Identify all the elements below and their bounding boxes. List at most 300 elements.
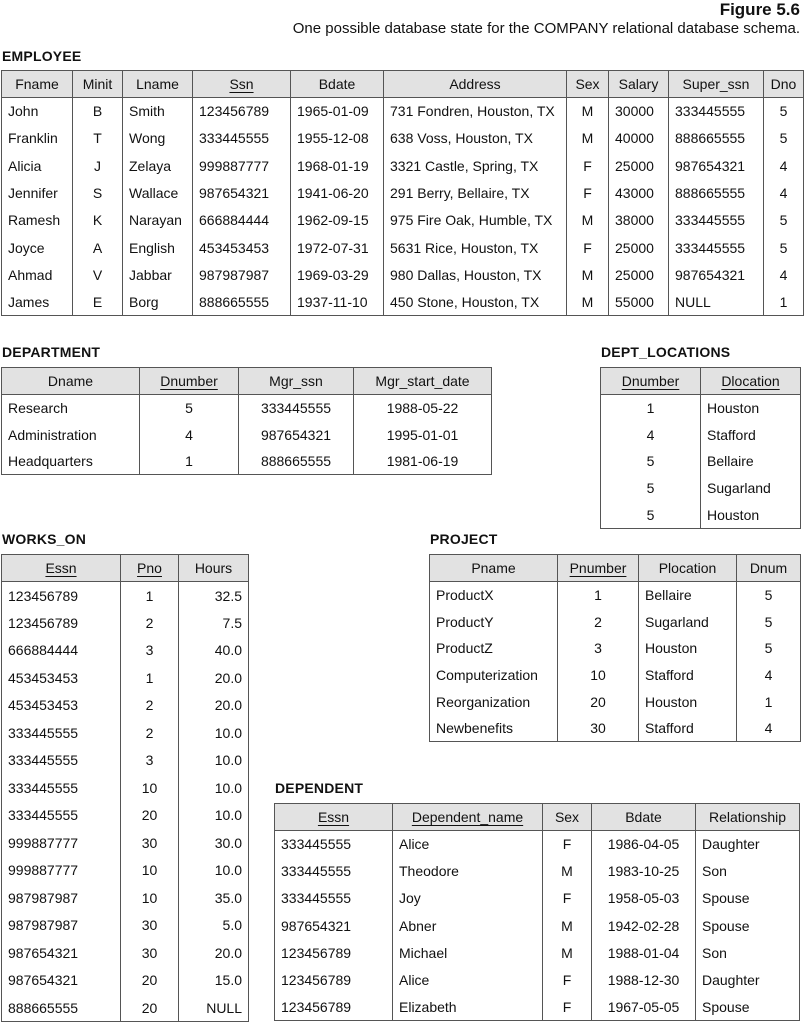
table-row — [275, 858, 800, 885]
column-header-label: Dependent_name — [411, 809, 524, 825]
table-row — [2, 939, 249, 967]
table-cell: 5 — [764, 234, 804, 261]
table-cell: 2 — [558, 608, 639, 635]
table-cell: 999887777 — [2, 857, 121, 885]
table-cell: Bellaire — [639, 582, 737, 609]
table-cell: 30 — [121, 829, 179, 857]
table-cell: Son — [696, 858, 800, 885]
table-cell: K — [73, 207, 123, 234]
table-cell: 1 — [121, 664, 179, 692]
table-cell: Houston — [639, 635, 737, 662]
column-header — [393, 804, 543, 831]
table-cell: 5 — [737, 582, 801, 609]
table-cell: 123456789 — [275, 966, 393, 993]
table-cell: J — [73, 152, 123, 179]
table-cell: ProductZ — [430, 635, 558, 662]
table-cell: 333445555 — [2, 747, 121, 775]
table-cell: Joy — [393, 885, 543, 912]
table-row — [430, 635, 801, 662]
table-cell: 1995-01-01 — [354, 421, 492, 448]
table-cell: Bellaire — [701, 448, 801, 475]
table-cell: 1958-05-03 — [592, 885, 696, 912]
table-row — [430, 582, 801, 609]
table-cell: 5 — [764, 98, 804, 125]
table-cell: 20.0 — [179, 939, 249, 967]
table-cell: 20 — [121, 802, 179, 830]
column-header-label: Dname — [47, 373, 94, 389]
table-row — [430, 662, 801, 689]
table-cell: 30 — [558, 715, 639, 742]
table-row — [2, 774, 249, 802]
table-cell: 987654321 — [193, 179, 291, 206]
table-cell: 888665555 — [669, 179, 764, 206]
column-header — [737, 555, 801, 582]
table-cell: 1986-04-05 — [592, 831, 696, 858]
table-cell: 123456789 — [193, 98, 291, 125]
table-cell: 1 — [121, 582, 179, 610]
table-cell: 987654321 — [669, 152, 764, 179]
table-cell: Borg — [123, 289, 193, 316]
table-cell: 20.0 — [179, 664, 249, 692]
column-header — [701, 368, 801, 395]
table-cell: 7.5 — [179, 609, 249, 637]
table-cell: 987654321 — [239, 421, 354, 448]
table-cell: 10.0 — [179, 747, 249, 775]
column-header — [193, 71, 291, 98]
column-header-label: Plocation — [658, 560, 717, 576]
dept-locations-header-row — [601, 368, 801, 395]
table-cell: 20.0 — [179, 692, 249, 720]
column-header — [354, 368, 492, 395]
table-cell: 1 — [140, 448, 239, 475]
table-cell: Houston — [701, 395, 801, 422]
column-header — [140, 368, 239, 395]
figure-title: Figure 5.6 — [719, 0, 800, 19]
table-cell: Stafford — [639, 662, 737, 689]
table-cell: 333445555 — [275, 831, 393, 858]
department-table-title: DEPARTMENT — [2, 344, 101, 360]
table-row — [2, 289, 804, 316]
table-row — [430, 715, 801, 742]
table-row — [2, 395, 492, 422]
table-cell: James — [2, 289, 73, 316]
table-cell: B — [73, 98, 123, 125]
table-cell: 980 Dallas, Houston, TX — [384, 261, 567, 288]
table-cell: 1 — [558, 582, 639, 609]
table-cell: 55000 — [609, 289, 669, 316]
column-header — [601, 368, 701, 395]
column-header — [179, 555, 249, 582]
table-row — [2, 98, 804, 125]
table-cell: 5 — [737, 608, 801, 635]
table-cell: Michael — [393, 939, 543, 966]
table-cell: 888665555 — [2, 994, 121, 1022]
column-header-label: Ssn — [229, 76, 254, 92]
table-cell: 30.0 — [179, 829, 249, 857]
table-cell: S — [73, 179, 123, 206]
table-row — [2, 884, 249, 912]
table-cell: 1 — [764, 289, 804, 316]
table-cell: 1988-12-30 — [592, 966, 696, 993]
table-row — [275, 939, 800, 966]
table-cell: 1955-12-08 — [291, 125, 384, 152]
table-cell: Daughter — [696, 966, 800, 993]
table-cell: 987654321 — [669, 261, 764, 288]
table-cell: M — [567, 207, 609, 234]
table-cell: Jennifer — [2, 179, 73, 206]
column-header-label: Salary — [618, 76, 659, 92]
employee-header-row — [2, 71, 804, 98]
table-cell: 4 — [764, 261, 804, 288]
table-cell: Reorganization — [430, 688, 558, 715]
table-cell: 1967-05-05 — [592, 994, 696, 1021]
employee-table-title: EMPLOYEE — [2, 48, 82, 64]
table-cell: M — [567, 261, 609, 288]
table-cell: 5 — [764, 125, 804, 152]
column-header-label: Mgr_start_date — [375, 373, 470, 389]
column-header — [543, 804, 592, 831]
table-cell: Research — [2, 395, 140, 422]
column-header-label: Mgr_ssn — [269, 373, 323, 389]
table-cell: 4 — [601, 421, 701, 448]
table-cell: NULL — [179, 994, 249, 1022]
table-cell: 638 Voss, Houston, TX — [384, 125, 567, 152]
table-cell: John — [2, 98, 73, 125]
column-header — [123, 71, 193, 98]
table-cell: Elizabeth — [393, 994, 543, 1021]
table-cell: 15.0 — [179, 967, 249, 995]
table-cell: E — [73, 289, 123, 316]
table-cell: 453453453 — [2, 664, 121, 692]
table-cell: 43000 — [609, 179, 669, 206]
table-cell: 1969-03-29 — [291, 261, 384, 288]
table-cell: V — [73, 261, 123, 288]
column-header — [592, 804, 696, 831]
table-cell: Headquarters — [2, 448, 140, 475]
table-cell: M — [567, 125, 609, 152]
table-cell: 38000 — [609, 207, 669, 234]
table-cell: Alice — [393, 831, 543, 858]
table-row — [2, 692, 249, 720]
table-cell: 10.0 — [179, 857, 249, 885]
column-header-label: Bdate — [318, 76, 356, 92]
column-header-label: Minit — [82, 76, 113, 92]
table-cell: 333445555 — [193, 125, 291, 152]
table-cell: F — [543, 966, 592, 993]
column-header-label: Sex — [575, 76, 600, 92]
table-cell: Sugarland — [639, 608, 737, 635]
table-cell: 291 Berry, Bellaire, TX — [384, 179, 567, 206]
table-row — [2, 857, 249, 885]
table-cell: 1941-06-20 — [291, 179, 384, 206]
table-cell: 123456789 — [275, 939, 393, 966]
column-header-label: Bdate — [625, 809, 662, 825]
table-cell: 123456789 — [2, 609, 121, 637]
table-cell: 1968-01-19 — [291, 152, 384, 179]
table-cell: 123456789 — [2, 582, 121, 610]
table-row — [2, 912, 249, 940]
table-cell: 333445555 — [2, 719, 121, 747]
table-cell: 987987987 — [193, 261, 291, 288]
table-cell: 333445555 — [669, 234, 764, 261]
column-header — [2, 368, 140, 395]
table-cell: 999887777 — [193, 152, 291, 179]
table-cell: 1 — [737, 688, 801, 715]
table-row — [2, 421, 492, 448]
table-cell: 666884444 — [2, 637, 121, 665]
table-cell: 20 — [121, 994, 179, 1022]
table-cell: 333445555 — [669, 207, 764, 234]
column-header — [639, 555, 737, 582]
department-header-row — [2, 368, 492, 395]
table-row — [275, 885, 800, 912]
table-cell: 666884444 — [193, 207, 291, 234]
table-cell: 10 — [558, 662, 639, 689]
table-row — [2, 448, 492, 475]
table-cell: 5 — [737, 635, 801, 662]
column-header-label: Pnumber — [569, 560, 627, 576]
table-cell: Houston — [639, 688, 737, 715]
table-cell: Joyce — [2, 234, 73, 261]
table-cell: Stafford — [639, 715, 737, 742]
table-cell: 888665555 — [239, 448, 354, 475]
table-cell: 10.0 — [179, 774, 249, 802]
table-cell: 1 — [601, 395, 701, 422]
table-cell: 4 — [764, 179, 804, 206]
column-header — [73, 71, 123, 98]
column-header — [2, 555, 121, 582]
table-row — [2, 747, 249, 775]
table-row — [2, 967, 249, 995]
table-cell: 5631 Rice, Houston, TX — [384, 234, 567, 261]
dependent-table — [274, 803, 800, 1021]
table-cell: T — [73, 125, 123, 152]
table-cell: Son — [696, 939, 800, 966]
table-row — [275, 966, 800, 993]
table-cell: 25000 — [609, 261, 669, 288]
table-cell: 2 — [121, 692, 179, 720]
column-header — [558, 555, 639, 582]
table-cell: M — [543, 858, 592, 885]
table-cell: 30000 — [609, 98, 669, 125]
table-cell: 450 Stone, Houston, TX — [384, 289, 567, 316]
table-row — [2, 179, 804, 206]
table-cell: English — [123, 234, 193, 261]
table-cell: 30 — [121, 912, 179, 940]
table-cell: 987654321 — [2, 939, 121, 967]
table-cell: 40.0 — [179, 637, 249, 665]
table-cell: M — [543, 939, 592, 966]
table-cell: Ramesh — [2, 207, 73, 234]
table-cell: 453453453 — [193, 234, 291, 261]
table-cell: 987987987 — [2, 884, 121, 912]
table-cell: 1942-02-28 — [592, 912, 696, 939]
table-cell: NULL — [669, 289, 764, 316]
table-cell: 4 — [737, 662, 801, 689]
works-on-header-row — [2, 555, 249, 582]
table-row — [275, 912, 800, 939]
table-cell: Newbenefits — [430, 715, 558, 742]
table-cell: 25000 — [609, 152, 669, 179]
table-row — [2, 207, 804, 234]
column-header — [275, 804, 393, 831]
table-cell: 10.0 — [179, 802, 249, 830]
column-header — [430, 555, 558, 582]
table-row — [2, 234, 804, 261]
table-cell: F — [543, 831, 592, 858]
table-cell: 3 — [121, 637, 179, 665]
table-cell: 987987987 — [2, 912, 121, 940]
table-cell: Abner — [393, 912, 543, 939]
table-cell: 1983-10-25 — [592, 858, 696, 885]
table-cell: 10 — [121, 774, 179, 802]
table-cell: 5 — [601, 448, 701, 475]
table-cell: Alice — [393, 966, 543, 993]
table-cell: M — [567, 289, 609, 316]
table-row — [2, 719, 249, 747]
table-cell: 4 — [140, 421, 239, 448]
table-cell: 333445555 — [2, 802, 121, 830]
table-cell: 3321 Castle, Spring, TX — [384, 152, 567, 179]
table-cell: Spouse — [696, 885, 800, 912]
table-row — [430, 608, 801, 635]
table-row — [601, 421, 801, 448]
table-cell: F — [543, 885, 592, 912]
table-cell: F — [567, 179, 609, 206]
table-cell: ProductX — [430, 582, 558, 609]
table-cell: ProductY — [430, 608, 558, 635]
table-cell: Stafford — [701, 421, 801, 448]
table-cell: 1981-06-19 — [354, 448, 492, 475]
column-header — [384, 71, 567, 98]
table-cell: M — [567, 98, 609, 125]
table-row — [275, 994, 800, 1021]
column-header — [696, 804, 800, 831]
table-row — [2, 664, 249, 692]
table-cell: 731 Fondren, Houston, TX — [384, 98, 567, 125]
table-cell: 30 — [121, 939, 179, 967]
works-on-table — [1, 554, 249, 1022]
table-row — [430, 688, 801, 715]
table-cell: Spouse — [696, 912, 800, 939]
project-table-title: PROJECT — [430, 531, 498, 547]
table-cell: 987654321 — [2, 967, 121, 995]
table-cell: 5 — [601, 502, 701, 529]
table-row — [601, 448, 801, 475]
table-cell: 2 — [121, 609, 179, 637]
column-header — [2, 71, 73, 98]
table-cell: 10.0 — [179, 719, 249, 747]
table-cell: 1988-01-04 — [592, 939, 696, 966]
table-cell: 333445555 — [2, 774, 121, 802]
table-cell: 3 — [558, 635, 639, 662]
column-header — [239, 368, 354, 395]
table-cell: 1937-11-10 — [291, 289, 384, 316]
table-cell: 1962-09-15 — [291, 207, 384, 234]
table-cell: Zelaya — [123, 152, 193, 179]
table-cell: 999887777 — [2, 829, 121, 857]
table-cell: 40000 — [609, 125, 669, 152]
column-header — [121, 555, 179, 582]
table-cell: F — [543, 994, 592, 1021]
table-row — [601, 502, 801, 529]
column-header — [567, 71, 609, 98]
column-header-label: Pname — [471, 560, 516, 576]
dept-locations-table — [600, 367, 801, 529]
works-on-table-title: WORKS_ON — [2, 531, 87, 547]
table-cell: 3 — [121, 747, 179, 775]
table-row — [2, 609, 249, 637]
table-cell: Franklin — [2, 125, 73, 152]
column-header-label: Hours — [194, 560, 233, 576]
table-cell: 10 — [121, 884, 179, 912]
column-header-label: Address — [449, 76, 501, 92]
table-cell: 333445555 — [239, 395, 354, 422]
table-cell: 5 — [764, 207, 804, 234]
table-cell: 987654321 — [275, 912, 393, 939]
department-table — [1, 367, 492, 475]
table-cell: Alicia — [2, 152, 73, 179]
table-cell: 20 — [558, 688, 639, 715]
table-row — [2, 261, 804, 288]
column-header-label: Dnum — [749, 560, 788, 576]
column-header-label: Relationship — [708, 809, 787, 825]
column-header-label: Sex — [554, 809, 580, 825]
table-cell: F — [567, 152, 609, 179]
table-cell: 25000 — [609, 234, 669, 261]
table-cell: 32.5 — [179, 582, 249, 610]
column-header-label: Dno — [770, 76, 797, 92]
table-cell: 453453453 — [2, 692, 121, 720]
table-cell: 975 Fire Oak, Humble, TX — [384, 207, 567, 234]
table-cell: Administration — [2, 421, 140, 448]
table-cell: 4 — [737, 715, 801, 742]
employee-table — [1, 70, 804, 316]
table-cell: 5.0 — [179, 912, 249, 940]
table-cell: 5 — [140, 395, 239, 422]
table-cell: 35.0 — [179, 884, 249, 912]
column-header — [291, 71, 384, 98]
table-cell: A — [73, 234, 123, 261]
table-cell: Wallace — [123, 179, 193, 206]
table-cell: 333445555 — [275, 885, 393, 912]
dependent-header-row — [275, 804, 800, 831]
table-cell: 1972-07-31 — [291, 234, 384, 261]
table-cell: F — [567, 234, 609, 261]
column-header-label: Essn — [45, 560, 77, 576]
table-cell: Ahmad — [2, 261, 73, 288]
table-row — [2, 802, 249, 830]
table-cell: 4 — [764, 152, 804, 179]
dept-locations-table-title: DEPT_LOCATIONS — [601, 344, 731, 360]
column-header — [764, 71, 804, 98]
table-cell: 10 — [121, 857, 179, 885]
table-cell: 123456789 — [275, 994, 393, 1021]
project-table — [429, 554, 801, 742]
table-cell: Smith — [123, 98, 193, 125]
table-cell: Jabbar — [123, 261, 193, 288]
column-header-label: Dnumber — [160, 373, 218, 389]
table-cell: 333445555 — [275, 858, 393, 885]
table-cell: 888665555 — [669, 125, 764, 152]
table-row — [275, 831, 800, 858]
project-header-row — [430, 555, 801, 582]
table-cell: 888665555 — [193, 289, 291, 316]
table-cell: 5 — [601, 475, 701, 502]
column-header-label: Essn — [317, 809, 350, 825]
column-header-label: Dnumber — [621, 373, 680, 389]
table-row — [2, 582, 249, 610]
